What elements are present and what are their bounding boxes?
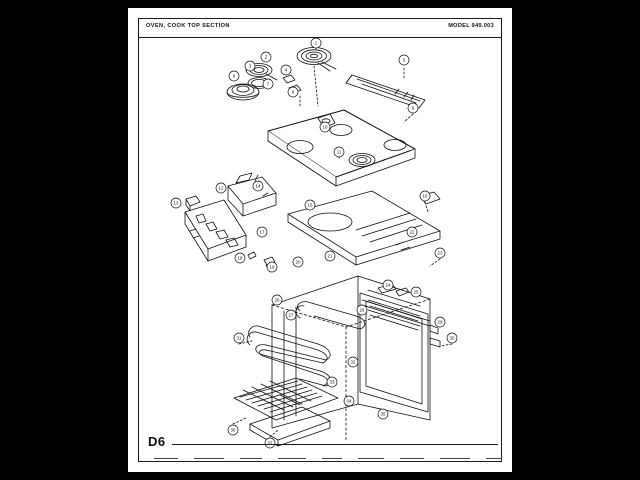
callout-label: 9 xyxy=(411,105,415,111)
footer-dash-0 xyxy=(154,458,178,459)
callout-12 xyxy=(216,183,226,193)
callout-21 xyxy=(325,251,335,261)
callout-25 xyxy=(411,287,421,297)
callout-18 xyxy=(235,253,245,263)
callout-17 xyxy=(257,227,267,237)
callout-label: 22 xyxy=(409,229,415,235)
callout-label: 26 xyxy=(274,297,280,303)
exploded-parts-illustration xyxy=(128,8,512,472)
callout-label: 13 xyxy=(173,200,179,206)
callout-22 xyxy=(407,227,417,237)
callout-9 xyxy=(408,103,418,113)
callout-32 xyxy=(348,357,358,367)
callout-label: 31 xyxy=(236,335,242,341)
callout-label: 11 xyxy=(336,149,342,155)
surface-element-group xyxy=(227,48,336,109)
footer-dash-6 xyxy=(400,458,424,459)
illustration-svg xyxy=(128,8,512,472)
callout-label: 16 xyxy=(422,193,428,199)
footer-dash-5 xyxy=(358,458,384,459)
callout-label: 5 xyxy=(402,57,406,63)
callout-label: 14 xyxy=(255,183,261,189)
callout-24 xyxy=(383,280,393,290)
callout-label: 2 xyxy=(264,54,268,60)
callout-label: 34 xyxy=(346,398,352,404)
callout-label: 27 xyxy=(288,312,294,318)
callout-label: 3 xyxy=(248,63,252,69)
callout-5 xyxy=(399,55,409,65)
callout-label: 18 xyxy=(237,255,243,261)
callout-16 xyxy=(420,191,430,201)
callout-label: 20 xyxy=(295,259,301,265)
callout-23 xyxy=(435,248,445,258)
callout-10 xyxy=(320,122,330,132)
callout-label: 30 xyxy=(449,335,455,341)
callout-label: 15 xyxy=(307,202,313,208)
callout-label: 35 xyxy=(380,411,386,417)
callout-label: 32 xyxy=(350,359,356,365)
callout-label: 6 xyxy=(232,73,236,79)
callout-28 xyxy=(357,305,367,315)
callout-label: 1 xyxy=(314,40,318,46)
callout-35 xyxy=(378,409,388,419)
section-title: OVEN, COOK TOP SECTION xyxy=(146,23,230,29)
callout-13 xyxy=(171,198,181,208)
callout-label: 19 xyxy=(269,264,275,270)
callout-15 xyxy=(305,200,315,210)
footer-rule xyxy=(172,444,498,445)
callout-19 xyxy=(267,262,277,272)
callout-31 xyxy=(234,333,244,343)
callout-34 xyxy=(344,396,354,406)
callout-20 xyxy=(293,257,303,267)
footer-dash-4 xyxy=(322,458,342,459)
callout-label: 36 xyxy=(230,427,236,433)
callout-label: 25 xyxy=(413,289,419,295)
callout-label: 8 xyxy=(291,89,295,95)
callout-label: 17 xyxy=(259,229,265,235)
model-number-label: MODEL 949.003 xyxy=(448,23,494,29)
footer-dash-8 xyxy=(486,458,502,459)
callout-label: 28 xyxy=(359,307,365,313)
callout-8 xyxy=(288,87,298,97)
callout-label: 23 xyxy=(437,250,443,256)
callout-label: 33 xyxy=(329,379,335,385)
sheet-footer xyxy=(138,427,502,462)
callout-3 xyxy=(245,61,255,71)
callout-label: 21 xyxy=(327,253,333,259)
footer-dash-2 xyxy=(240,458,262,459)
callout-label: 7 xyxy=(266,81,270,87)
callout-7 xyxy=(263,79,273,89)
callout-label: 12 xyxy=(218,185,224,191)
callout-label: 10 xyxy=(322,124,328,130)
callout-6 xyxy=(229,71,239,81)
callout-1 xyxy=(311,38,321,48)
callout-33 xyxy=(327,377,337,387)
footer-dash-row xyxy=(142,456,498,459)
callout-11 xyxy=(334,147,344,157)
callout-29 xyxy=(435,317,445,327)
footer-dash-7 xyxy=(440,458,470,459)
page-code: D6 xyxy=(148,434,166,449)
bake-element xyxy=(247,326,331,386)
callout-26 xyxy=(272,295,282,305)
callout-2 xyxy=(261,52,271,62)
footer-dash-1 xyxy=(194,458,224,459)
callout-label: 29 xyxy=(437,319,443,325)
footer-dash-3 xyxy=(278,458,306,459)
parts-diagram-sheet xyxy=(128,8,512,472)
callout-label: 4 xyxy=(284,67,288,73)
callout-27 xyxy=(286,310,296,320)
callout-label: 24 xyxy=(385,282,391,288)
callout-14 xyxy=(253,181,263,191)
callout-30 xyxy=(447,333,457,343)
callout-4 xyxy=(281,65,291,75)
